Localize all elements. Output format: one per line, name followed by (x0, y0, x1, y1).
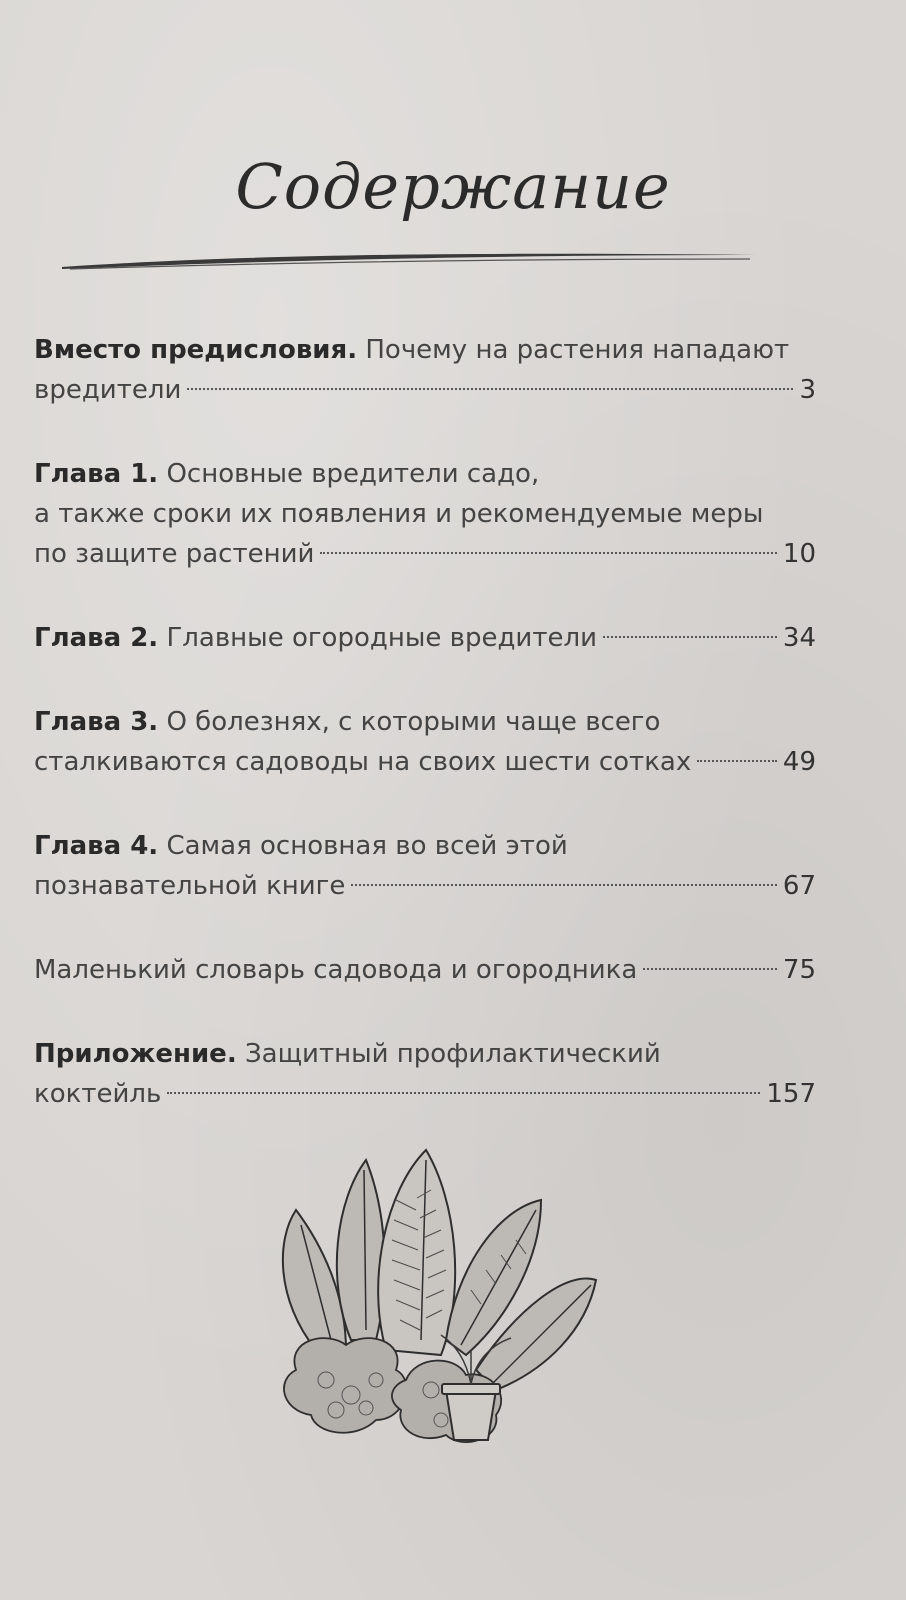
toc-entry[interactable] (34, 618, 816, 658)
dot-leader (167, 1092, 760, 1094)
dot-leader (320, 552, 777, 554)
toc-entry[interactable] (34, 702, 816, 782)
dot-leader (187, 388, 793, 390)
page-title: Содержание (235, 150, 671, 223)
entry-text-last: Главные огородные вредители (166, 623, 597, 653)
toc-entry[interactable] (34, 826, 816, 906)
houseplant-drawing-icon (256, 1140, 616, 1480)
entry-label: Приложение. (34, 1039, 237, 1069)
entry-text: О болезнях, с которыми чаще всего (166, 707, 661, 737)
entry-text-last: познавательной книге (34, 871, 346, 901)
entry-label: Глава 3. (34, 707, 159, 737)
dot-leader (697, 760, 777, 762)
toc-entry[interactable] (34, 1034, 816, 1114)
page-number: 10 (782, 539, 816, 569)
entry-label: Глава 1. (34, 459, 159, 489)
entry-text: а также сроки их появления и рекомендуемые меры (34, 499, 764, 529)
entry-text-last: вредители (34, 375, 182, 405)
entry-label: Вместо предисловия. (34, 335, 358, 365)
entry-text: Защитный профилактический (244, 1039, 661, 1069)
toc-entry[interactable] (34, 330, 816, 410)
entry-text-last: сталкиваются садоводы на своих шести сотках (34, 747, 692, 777)
page-number: 75 (782, 955, 816, 985)
dot-leader (643, 968, 777, 970)
title-divider (60, 245, 760, 275)
dot-leader (603, 636, 777, 638)
page-number: 67 (782, 871, 816, 901)
page-number: 49 (782, 747, 816, 777)
dot-leader (351, 884, 777, 886)
entry-text: Самая основная во всей этой (166, 831, 568, 861)
entry-text-last: по защите растений (34, 539, 315, 569)
table-of-contents (34, 330, 816, 1158)
entry-text-last: коктейль (34, 1079, 162, 1109)
entry-text: Почему на растения нападают (365, 335, 790, 365)
page-number: 34 (782, 623, 816, 653)
toc-entry[interactable] (34, 950, 816, 990)
page-number: 157 (766, 1079, 816, 1109)
toc-entry[interactable] (34, 454, 816, 574)
entry-text-last: Маленький словарь садовода и огородника (34, 955, 638, 985)
entry-label: Глава 2. (34, 623, 159, 653)
page-number: 3 (799, 375, 816, 405)
entry-text: Основные вредители садо, (166, 459, 540, 489)
entry-label: Глава 4. (34, 831, 159, 861)
